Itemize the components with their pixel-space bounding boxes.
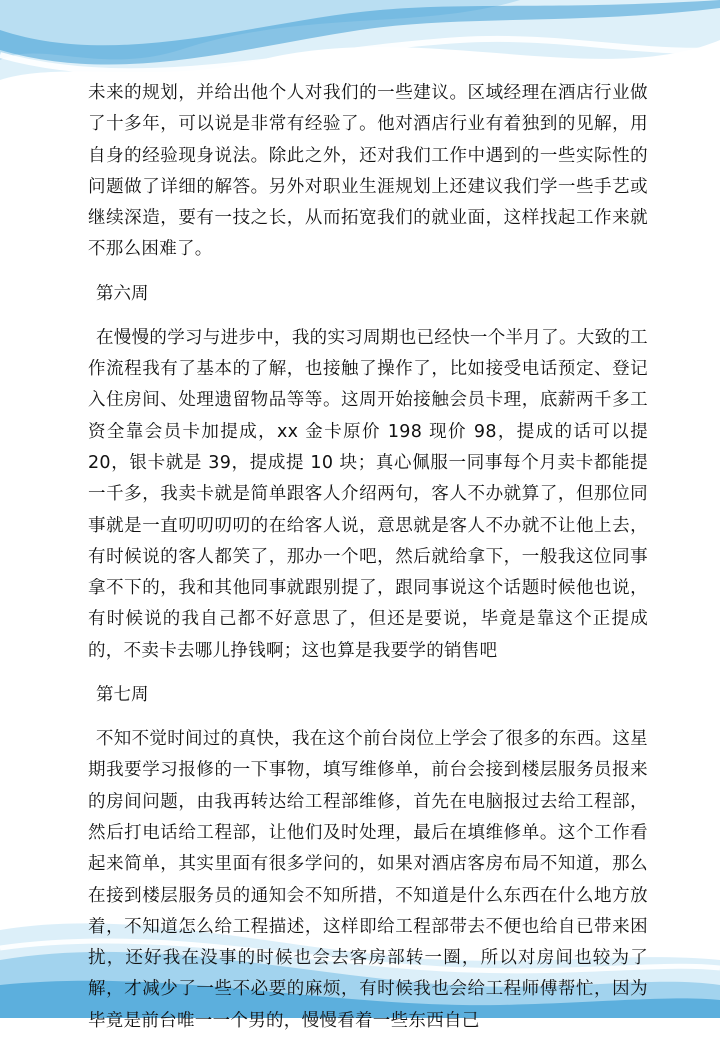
document-body: [88, 78, 648, 1037]
paragraph-week-7: 不知不觉时间过的真快，我在这个前台岗位上学会了很多的东西。这星期我要学习报修的一下事物，填写维修单，前台会接到楼层服务员报来的房间问题，由我再转达给工程部维修，首先在电脑报过去给工程部，然后打电话给工程部，让他们及时处理，最后在填维修单。这个工作看起来简单，其实里面有很多学问的，如果对酒店客房布局不知道，那么在接到楼层服务员的通知会不知所措，不知道是什么东西在什么地方放着，不知道怎么给工程描述，这样即给工程部带去不便也给自已带来困扰，还好我在没事的时候也会去客房部转一圈，所以对房间也较为了解，才减少了一些不必要的麻烦，有时候我也会给工程师傅帮忙，因为毕竟是前台唯一一个男的，慢慢看着一些东西自己: [88, 729, 648, 1031]
heading-week-7: 第七周: [96, 685, 149, 706]
paragraph-week-6: 在慢慢的学习与进步中，我的实习周期也已经快一个半月了。大致的工作流程我有了基本的了解，也接触了操作了，比如接受电话预定、登记入住房间、处理遗留物品等等。这周开始接触会员卡理，底薪两千多工资全靠会员卡加提成，xx 金卡原价 198 现价 98，提成的话可以提 20，银卡就是 39，提成提 10 块；真心佩服一同事每个月卖卡都能提一千多，我卖卡就是简单跟客人介绍两句，客人不办就算了，但那位同事就是一直叨叨叨叨的在给客人说，意思就是客人不办就不让他上去，有时候说的客人都笑了，那办一个吧，然后就给拿下，一般我这位同事拿不下的，我和其他同事就跟别提了，跟同事说这个话题时候他也说，有时候说的我自己都不好意思了，但还是要说，毕竟是靠这个正提成的，不卖卡去哪儿挣钱啊；这也算是我要学的销售吧: [88, 327, 648, 661]
paragraph-intro: 未来的规划，并给出他个人对我们的一些建议。区域经理在酒店行业做了十多年，可以说是非常有经验了。他对酒店行业有着独到的见解，用自身的经验现身说法。除此之外，还对我们工作中遇到的一些实际性的问题做了详细的解答。另外对职业生涯规划上还建议我们学一些手艺或继续深造，要有一技之长，从而拓宽我们的就业面，这样找起工作来就不那么困难了。: [88, 83, 648, 260]
heading-week-6: 第六周: [96, 283, 149, 304]
